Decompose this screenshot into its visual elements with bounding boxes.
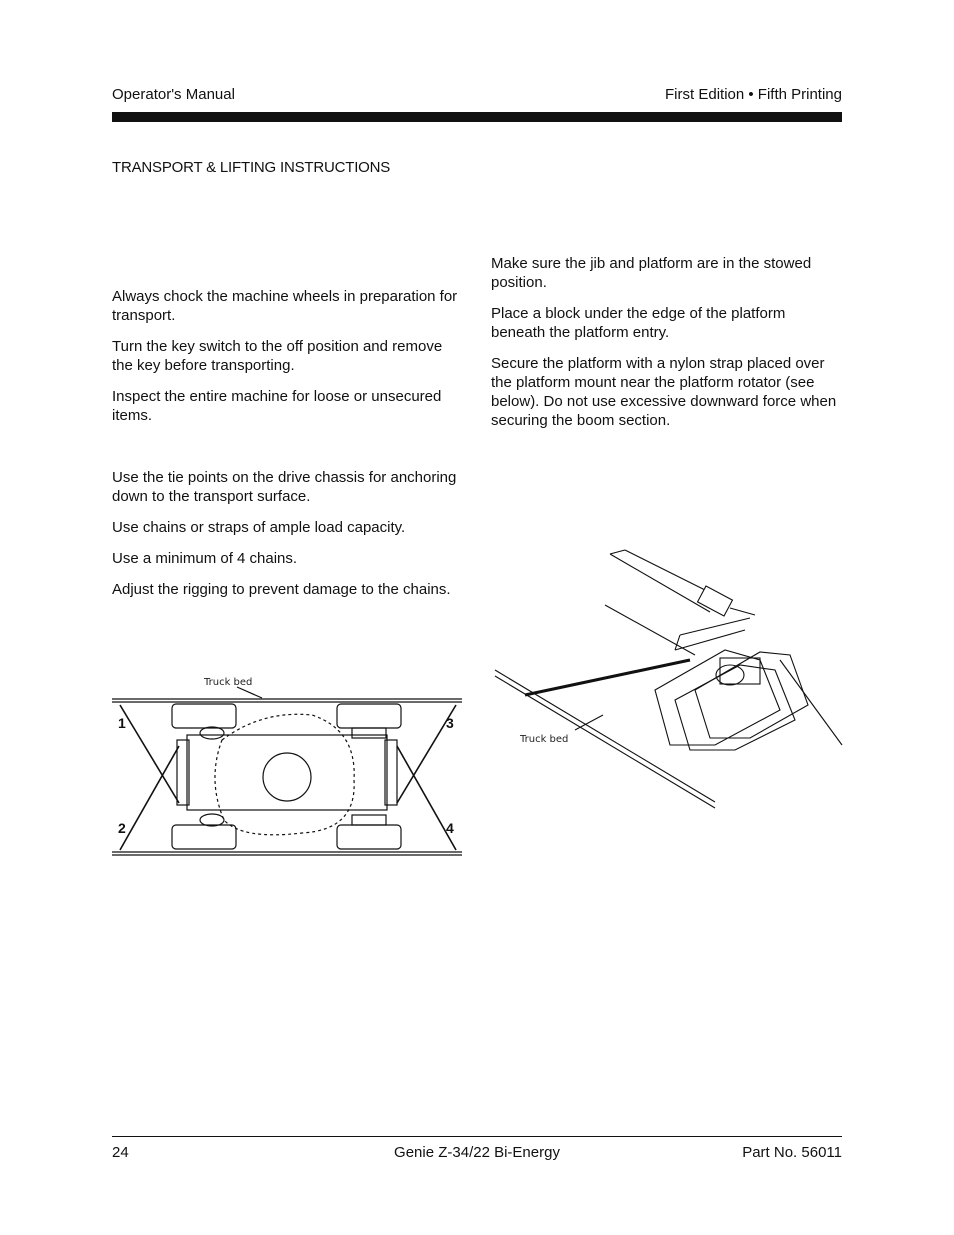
chain-number-3: 3 bbox=[446, 715, 454, 731]
paragraph: Make sure the jib and platform are in the stowed position. bbox=[491, 255, 812, 291]
left-column-group-a bbox=[112, 287, 462, 437]
paragraph: Use chains or straps of ample load capacity. bbox=[112, 519, 406, 536]
truck-bed-tiedown-diagram bbox=[112, 670, 464, 860]
page-number: 24 bbox=[112, 1144, 129, 1161]
chain-number-1: 1 bbox=[118, 715, 126, 731]
paragraph: Inspect the entire machine for loose or unsecured items. bbox=[112, 388, 442, 424]
truck-bed-label: Truck bed bbox=[520, 734, 569, 745]
left-column-group-b bbox=[112, 468, 462, 611]
section-title: TRANSPORT & LIFTING INSTRUCTIONS bbox=[112, 159, 391, 176]
header-manual-title: Operator's Manual bbox=[112, 86, 235, 103]
footer-title: Genie Z-34/22 Bi-Energy bbox=[394, 1144, 560, 1161]
header-edition: First Edition • Fifth Printing bbox=[665, 86, 842, 103]
header-rule bbox=[112, 112, 842, 122]
paragraph: Use the tie points on the drive chassis for anchoring down to the transport surface. bbox=[112, 469, 457, 505]
right-column bbox=[491, 254, 841, 442]
part-number: Part No. 56011 bbox=[742, 1144, 842, 1161]
paragraph: Use a minimum of 4 chains. bbox=[112, 550, 298, 567]
paragraph: Turn the key switch to the off position and remove the key before transporting. bbox=[112, 338, 443, 374]
paragraph: Always chock the machine wheels in preparation for transport. bbox=[112, 288, 458, 324]
platform-strap-diagram bbox=[490, 540, 844, 810]
paragraph: Adjust the rigging to prevent damage to the chains. bbox=[112, 581, 451, 598]
paragraph: Place a block under the edge of the platform beneath the platform entry. bbox=[491, 305, 786, 341]
chain-number-4: 4 bbox=[446, 820, 454, 836]
chain-number-2: 2 bbox=[118, 820, 126, 836]
footer-rule bbox=[112, 1136, 842, 1137]
truck-bed-label: Truck bed bbox=[204, 677, 253, 688]
paragraph: Secure the platform with a nylon strap placed over the platform mount near the platform rotator (see below). Do not use excessive downward force when securing the boom section. bbox=[491, 355, 837, 429]
